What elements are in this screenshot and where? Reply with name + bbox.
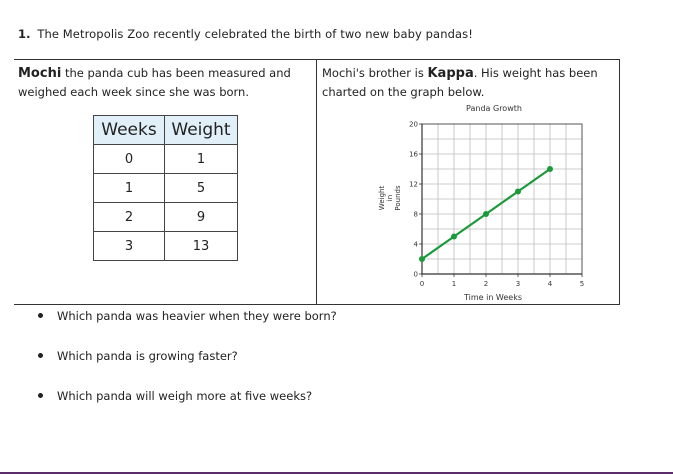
info-panel — [14, 59, 620, 305]
data-point — [547, 166, 553, 172]
list-item — [38, 389, 337, 429]
y-tick-label: 16 — [409, 150, 418, 159]
y-axis-label-line: Pounds — [394, 185, 402, 211]
y-tick-label: 4 — [413, 240, 418, 249]
table-header-row — [94, 116, 238, 145]
x-tick-label: 3 — [515, 280, 521, 288]
panel-divider — [316, 60, 317, 304]
table-cell: 1 — [94, 174, 165, 203]
y-tick-label: 8 — [413, 210, 418, 219]
table-row — [94, 145, 238, 174]
table-cell: 9 — [165, 203, 238, 232]
list-item — [38, 309, 337, 349]
mochi-description — [18, 64, 308, 101]
x-tick-label: 4 — [547, 280, 553, 288]
kappa-text-after: . His weight has been charted on the graph below. — [322, 66, 598, 99]
chart-title: Panda Growth — [466, 104, 522, 113]
x-tick-label: 2 — [483, 280, 489, 288]
table-cell: 1 — [165, 145, 238, 174]
data-point — [451, 234, 457, 240]
bullet-icon — [38, 393, 43, 398]
y-axis-label-line: Weight — [378, 185, 386, 211]
column-header-weight: Weight — [165, 116, 238, 145]
table-cell: 2 — [94, 203, 165, 232]
table-cell: 0 — [94, 145, 165, 174]
question-number: 1. — [18, 27, 31, 41]
question-list — [38, 309, 337, 429]
mochi-weight-table — [93, 115, 238, 261]
table-row — [94, 203, 238, 232]
x-tick-label: 1 — [451, 280, 457, 288]
chart-grid — [422, 124, 582, 274]
question-heavier-at-five-weeks: Which panda will weigh more at five weeks? — [57, 389, 313, 403]
bullet-icon — [38, 353, 43, 358]
panda-growth-chart — [354, 98, 599, 308]
question-heavier-at-birth: Which panda was heavier when they were born? — [57, 309, 337, 323]
table-row — [94, 232, 238, 261]
question-title — [18, 27, 473, 41]
table-cell: 13 — [165, 232, 238, 261]
kappa-description — [322, 64, 612, 101]
x-tick-label: 5 — [579, 280, 585, 288]
x-tick-label: 0 — [419, 280, 425, 288]
kappa-name: Kappa — [427, 66, 474, 81]
table-cell: 3 — [94, 232, 165, 261]
question-growing-faster: Which panda is growing faster? — [57, 349, 238, 363]
bullet-icon — [38, 313, 43, 318]
y-tick-label: 12 — [409, 180, 418, 189]
question-text: The Metropolis Zoo recently celebrated the birth of two new baby pandas! — [37, 27, 473, 41]
chart-tick-labels — [409, 121, 584, 289]
y-tick-label: 0 — [413, 270, 418, 279]
x-axis-label: Time in Weeks — [463, 293, 523, 302]
column-header-weeks: Weeks — [94, 116, 165, 145]
y-tick-label: 20 — [409, 120, 418, 129]
mochi-text: the panda cub has been measured and weighed each week since she was born. — [18, 66, 291, 99]
data-point — [419, 256, 425, 262]
data-point — [483, 211, 489, 217]
kappa-text-before: Mochi's brother is — [322, 66, 424, 80]
table-row — [94, 174, 238, 203]
data-point — [515, 189, 521, 195]
y-axis-label — [378, 185, 402, 211]
list-item — [38, 349, 337, 389]
y-axis-label-line: in — [386, 194, 394, 202]
table-cell: 5 — [165, 174, 238, 203]
mochi-name: Mochi — [18, 66, 62, 81]
